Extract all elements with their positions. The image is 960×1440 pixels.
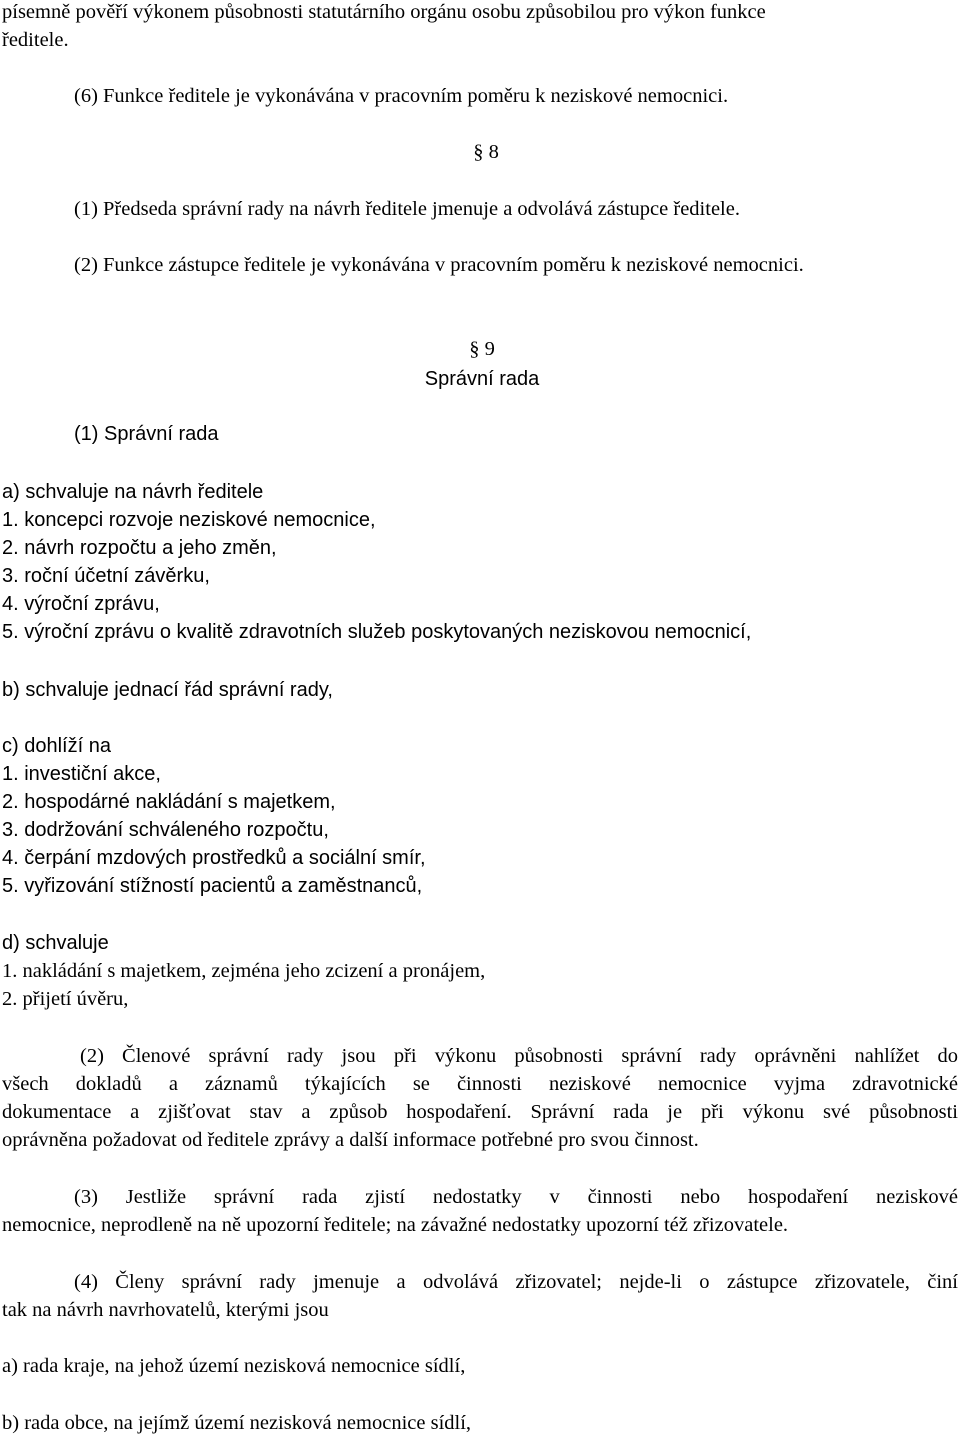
text-line: písemně pověří výkonem působnosti statutárního orgánu osobu způsobilou pro výkon funkce xyxy=(2,1,766,23)
list-c-label: c) dohlíží na xyxy=(2,735,111,757)
list-item: 2. návrh rozpočtu a jeho změn, xyxy=(2,537,277,559)
section-8-paragraph-1: (1) Předseda správní rady na návrh ředitele jmenuje a odvolává zástupce ředitele. xyxy=(74,198,740,220)
list-item: 1. nakládání s majetkem, zejména jeho zcizení a pronájem, xyxy=(2,960,486,982)
section-9-heading: § 9 xyxy=(469,338,495,360)
list-item: b) rada obce, na jejímž území nezisková nemocnice sídlí, xyxy=(2,1412,472,1434)
section-9-paragraph-4-line: (4) Členy správní rady jmenuje a odvolává zřizovatel; nejde-li o zástupce zřizovatele, činí xyxy=(74,1271,958,1293)
section-9-paragraph-1-intro: (1) Správní rada xyxy=(74,423,219,445)
list-item: 3. roční účetní závěrku, xyxy=(2,565,210,587)
section-9-paragraph-4-line: tak na návrh navrhovatelů, kterými jsou xyxy=(2,1299,329,1321)
list-item: 4. výroční zprávu, xyxy=(2,593,160,615)
list-a-label: a) schvaluje na návrh ředitele xyxy=(2,481,264,503)
list-d-label: d) schvaluje xyxy=(2,932,109,954)
section-9-paragraph-2-line: (2) Členové správní rady jsou při výkonu působnosti správní rady oprávněni nahlížet do xyxy=(80,1045,958,1067)
list-item: 4. čerpání mzdových prostředků a sociální smír, xyxy=(2,847,426,869)
paragraph-6: (6) Funkce ředitele je vykonávána v pracovním poměru k neziskové nemocnici. xyxy=(74,85,729,107)
list-item: 5. vyřizování stížností pacientů a zaměstnanců, xyxy=(2,875,423,897)
section-9-paragraph-3-line: (3) Jestliže správní rada zjistí nedostatky v činnosti nebo hospodaření neziskové xyxy=(74,1186,958,1208)
list-item: 1. koncepci rozvoje neziskové nemocnice, xyxy=(2,509,376,531)
list-item: 2. hospodárné nakládání s majetkem, xyxy=(2,791,336,813)
section-9-paragraph-2-line: dokumentace a zjišťovat stav a způsob hospodaření. Správní rada je při výkonu své působnosti xyxy=(2,1101,958,1123)
section-9-paragraph-2-line: všech dokladů a záznamů týkajících se činnosti neziskové nemocnice vyjma zdravotnické xyxy=(2,1073,958,1095)
list-item: 1. investiční akce, xyxy=(2,763,161,785)
list-item: 2. přijetí úvěru, xyxy=(2,988,129,1010)
list-item: 5. výroční zprávu o kvalitě zdravotních služeb poskytovaných neziskovou nemocnicí, xyxy=(2,621,752,643)
section-9-title: Správní rada xyxy=(424,368,540,390)
list-b-label: b) schvaluje jednací řád správní rady, xyxy=(2,679,333,701)
section-9-paragraph-3-line: nemocnice, neprodleně na ně upozorní ředitele; na závažné nedostatky upozorní též zřizovatele. xyxy=(2,1214,789,1236)
list-item: a) rada kraje, na jehož území nezisková nemocnice sídlí, xyxy=(2,1355,466,1377)
text-line: ředitele. xyxy=(2,29,69,51)
section-9-paragraph-2-line: oprávněna požadovat od ředitele zprávy a další informace potřebné pro svou činnost. xyxy=(2,1129,699,1151)
list-item: 3. dodržování schváleného rozpočtu, xyxy=(2,819,329,841)
section-8-paragraph-2: (2) Funkce zástupce ředitele je vykonávána v pracovním poměru k neziskové nemocnici. xyxy=(74,254,804,276)
section-8-heading: § 8 xyxy=(473,141,499,163)
